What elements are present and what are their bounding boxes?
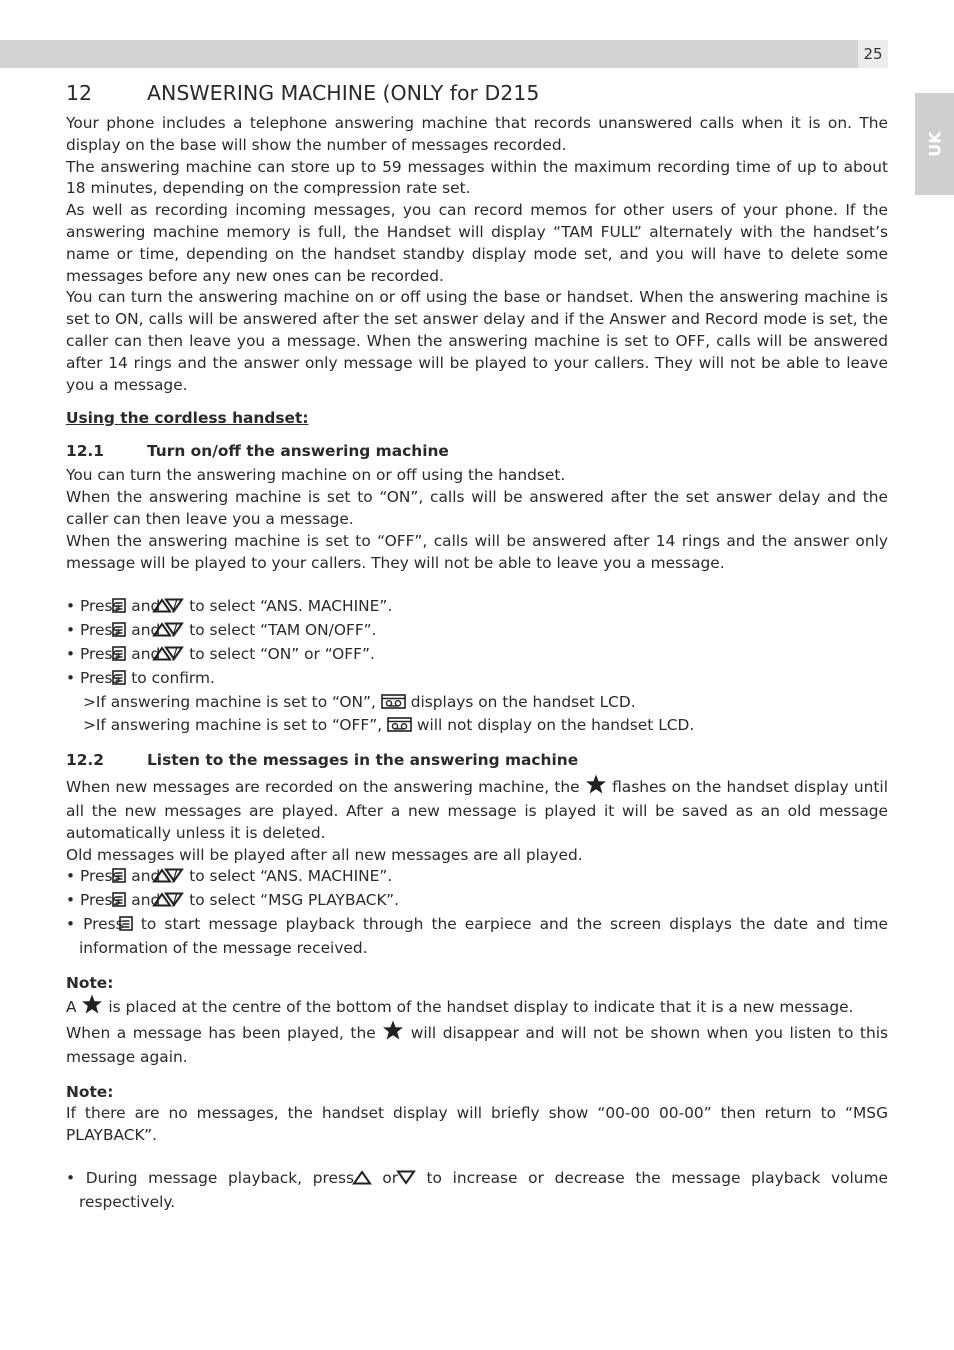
paragraph: You can turn the answering machine on or off using the handset.: [66, 466, 566, 485]
note-text: A is placed at the centre of the bottom of the handset display to indicate that it is a new message.: [66, 994, 888, 1021]
subsection-title: Listen to the messages in the answering machine: [147, 751, 579, 770]
star-icon: [81, 994, 103, 1021]
step-item: • Press and / to select “MSG PLAYBACK”.: [66, 890, 888, 914]
section-number: 12: [66, 81, 93, 105]
note-text: When a message has been played, the will disappear and will not be shown when you listen to this message again.: [66, 1020, 888, 1069]
intro-paragraph: The answering machine can store up to 59 messages within the maximum recording time of up to about 18 minutes, depending on the compression rate set.: [66, 157, 888, 198]
language-tab: [915, 93, 954, 195]
star-icon: [382, 1020, 404, 1047]
step-item: • Press to start message playback through the earpiece and the screen displays the date and time information of the message received.: [66, 914, 888, 957]
page-number: 25: [858, 40, 888, 68]
result-note: >If answering machine is set to “OFF”, will not display on the handset LCD.: [66, 715, 888, 739]
down-arrow-icon: [409, 1170, 416, 1192]
subsection-number: 12.1: [66, 442, 104, 461]
intro-paragraph: You can turn the answering machine on or off using the base or handset. When the answering machine is set to ON, calls will be answered after the set answer delay and if the Answer and Record mode is set, the caller can then leave you a message. When the answering machine is set to OFF, calls will be answered after 14 rings and the answer only message will be played to your callers. They will not be able to leave you a message.: [66, 288, 888, 394]
note-text: If there are no messages, the handset display will briefly show “00-00 00-00” then return to “MSG PLAYBACK”.: [66, 1103, 888, 1144]
star-icon: [585, 774, 607, 801]
tape-icon: [387, 717, 412, 739]
page-content: [66, 80, 888, 1214]
section-title: [66, 80, 888, 107]
step-item: • Press and / to select “ON” or “OFF”.: [66, 644, 888, 668]
note-heading: Note:: [66, 973, 114, 992]
subsection-heading: [66, 440, 888, 462]
paragraph: Old messages will be played after all new messages are all played.: [66, 845, 583, 864]
subsection-number: 12.2: [66, 751, 104, 770]
paragraph: When new messages are recorded on the answering machine, the flashes on the handset display until all the new messages are played. After a new message is played it will be saved as an old message automatically unless it is deleted.: [66, 774, 888, 844]
tape-icon: [381, 694, 406, 716]
intro-paragraph: As well as recording incoming messages, you can record memos for other users of your phone. If the answering machine memory is full, the Handset will display “TAM FULL” alternately with the handset’s name or time, depending on the handset standby display mode set, and you will have to delete some messages before any new ones can be recorded.: [66, 201, 888, 285]
result-note: >If answering machine is set to “ON”, displays on the handset LCD.: [66, 692, 888, 716]
note-heading: Note:: [66, 1082, 114, 1101]
section-title-text: ANSWERING MACHINE (ONLY for D215: [147, 81, 540, 105]
step-item: • Press and / to select “TAM ON/OFF”.: [66, 620, 888, 644]
using-handset-heading: Using the cordless handset:: [66, 409, 309, 428]
step-item: • Press and / to select “ANS. MACHINE”.: [66, 866, 888, 890]
language-tab-label: UK: [925, 131, 944, 157]
paragraph: When the answering machine is set to “ON”, calls will be answered after the set answer delay and the caller can then leave you a message.: [66, 488, 888, 528]
up-arrow-icon: [365, 1170, 372, 1192]
header-bar: [0, 40, 888, 68]
step-item: • Press to confirm.: [66, 668, 888, 692]
subsection-title: Turn on/off the answering machine: [147, 442, 449, 461]
paragraph: When the answering machine is set to “OFF”, calls will be answered after 14 rings and the answer only message will be played to your callers. They will not be able to leave you a message.: [66, 531, 888, 572]
intro-paragraph: Your phone includes a telephone answering machine that records unanswered calls when it is on. The display on the base will show the number of messages recorded.: [66, 114, 888, 154]
subsection-heading: [66, 749, 888, 771]
step-item: • During message playback, press or to increase or decrease the message playback volume respectively.: [66, 1169, 888, 1212]
step-item: • Press and / to select “ANS. MACHINE”.: [66, 596, 888, 620]
